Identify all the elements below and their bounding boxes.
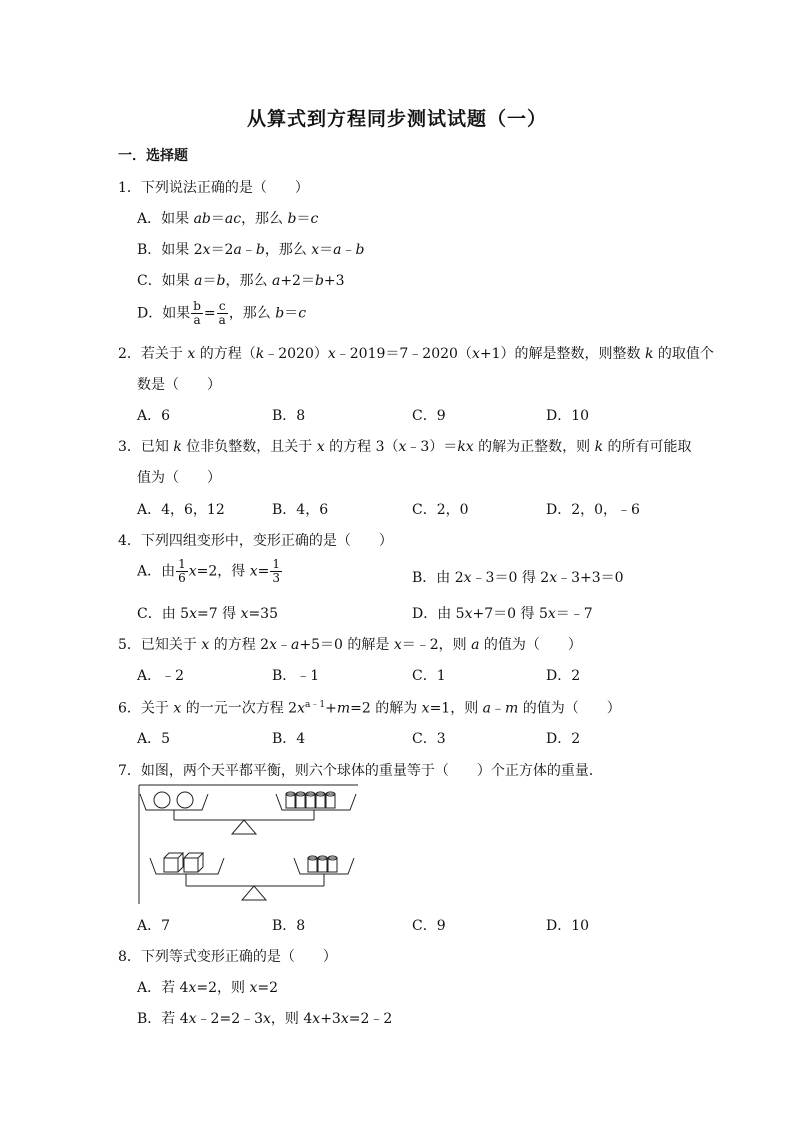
- q5-option-c: C．1: [412, 668, 446, 684]
- fraction: $\frac{1}{6}$: [178, 557, 186, 585]
- q3-option-c: C．2，0: [412, 502, 469, 518]
- question-2-line2: 数是（ ）: [137, 377, 221, 393]
- q4-option-c: C．由 5x=7 得 x=35: [137, 606, 278, 622]
- fraction: $\frac{1}{3}$: [272, 557, 281, 585]
- q7-option-b: B．8: [272, 918, 306, 934]
- q1-option-a: A．如果 ab＝ac，那么 b＝c: [137, 211, 319, 227]
- q1-option-d: D．如果 $\frac{b}{a}$ = $\frac{c}{a}$ ，那么 b＝c: [137, 299, 307, 327]
- q5-option-b: B．﹣1: [272, 668, 320, 684]
- cube-icon: [164, 853, 203, 872]
- cylinder-icon: [308, 856, 337, 872]
- cylinder-icon: [286, 792, 335, 808]
- q1-option-b: B．如果 2x＝2a﹣b，那么 x＝a﹣b: [137, 242, 365, 258]
- fraction: $\frac{c}{a}$: [218, 299, 226, 327]
- question-3-line2: 值为（ ）: [137, 470, 221, 486]
- question-4: 4．下列四组变形中，变形正确的是（ ）: [118, 533, 393, 549]
- q6-option-b: B．4: [272, 731, 306, 747]
- fulcrum-icon: [232, 820, 256, 834]
- balance-scales-figure: [138, 784, 368, 906]
- q3-option-b: B．4，6: [272, 502, 329, 518]
- q4-option-a: A．由 $\frac{1}{6}$ x=2，得 x= $\frac{1}{3}$: [137, 557, 281, 585]
- question-6: 6．关于 x 的一元一次方程 $2x^{a﹣1}+m=2$ 的解为 x=1，则 a﹣m 的值为（ ）: [118, 700, 621, 717]
- q4-option-b: B．由 2x﹣3＝0 得 2x﹣3+3＝0: [412, 570, 624, 586]
- question-2: 2．若关于 x 的方程（k﹣2020）x﹣2019＝7﹣2020（x+1）的解是整数，则整数 k 的取值个: [118, 346, 714, 362]
- q8-option-b: B．若 4x﹣2=2﹣3x，则 4x+3x=2﹣2: [137, 1011, 393, 1027]
- q2-option-c: C．9: [412, 408, 446, 424]
- q2-option-a: A．6: [137, 408, 171, 424]
- q7-option-d: D．10: [546, 918, 590, 934]
- page-title: 从算式到方程同步测试试题（一）: [246, 108, 547, 130]
- q3-option-a: A．4，6，12: [137, 502, 225, 518]
- q1-option-c: C．如果 a＝b，那么 a+2＝b+3: [137, 273, 345, 289]
- q6-option-c: C．3: [412, 731, 446, 747]
- q7-option-c: C．9: [412, 918, 446, 934]
- question-5: 5．已知关于 x 的方程 2x﹣a+5＝0 的解是 x＝﹣2，则 a 的值为（ ）: [118, 637, 582, 653]
- q8-option-a: A．若 4x=2，则 x=2: [137, 980, 279, 996]
- fraction: $\frac{b}{a}$: [193, 299, 201, 327]
- q6-option-d: D．2: [546, 731, 581, 747]
- q2-option-d: D．10: [546, 408, 590, 424]
- fulcrum-icon: [242, 886, 266, 900]
- question-8: 8．下列等式变形正确的是（ ）: [118, 949, 337, 965]
- question-7: 7．如图，两个天平都平衡，则六个球体的重量等于（ ）个正方体的重量．: [118, 763, 603, 779]
- q6-option-a: A．5: [137, 731, 171, 747]
- q3-option-d: D．2，0，﹣6: [546, 502, 640, 518]
- q7-option-a: A．7: [137, 918, 171, 934]
- scale-pan: [140, 794, 208, 810]
- section-heading: 一．选择题: [118, 148, 188, 164]
- q4-option-d: D．由 5x+7＝0 得 5x＝﹣7: [412, 606, 593, 622]
- ball-icon: [154, 792, 170, 808]
- question-3: 3．已知 k 位非负整数，且关于 x 的方程 3（x﹣3）＝kx 的解为正整数，则 k 的所有可能取: [118, 439, 692, 455]
- ball-icon: [177, 792, 193, 808]
- q2-option-b: B．8: [272, 408, 306, 424]
- q5-option-d: D．2: [546, 668, 581, 684]
- question-1: 1．下列说法正确的是（ ）: [118, 180, 309, 196]
- q5-option-a: A．﹣2: [137, 668, 185, 684]
